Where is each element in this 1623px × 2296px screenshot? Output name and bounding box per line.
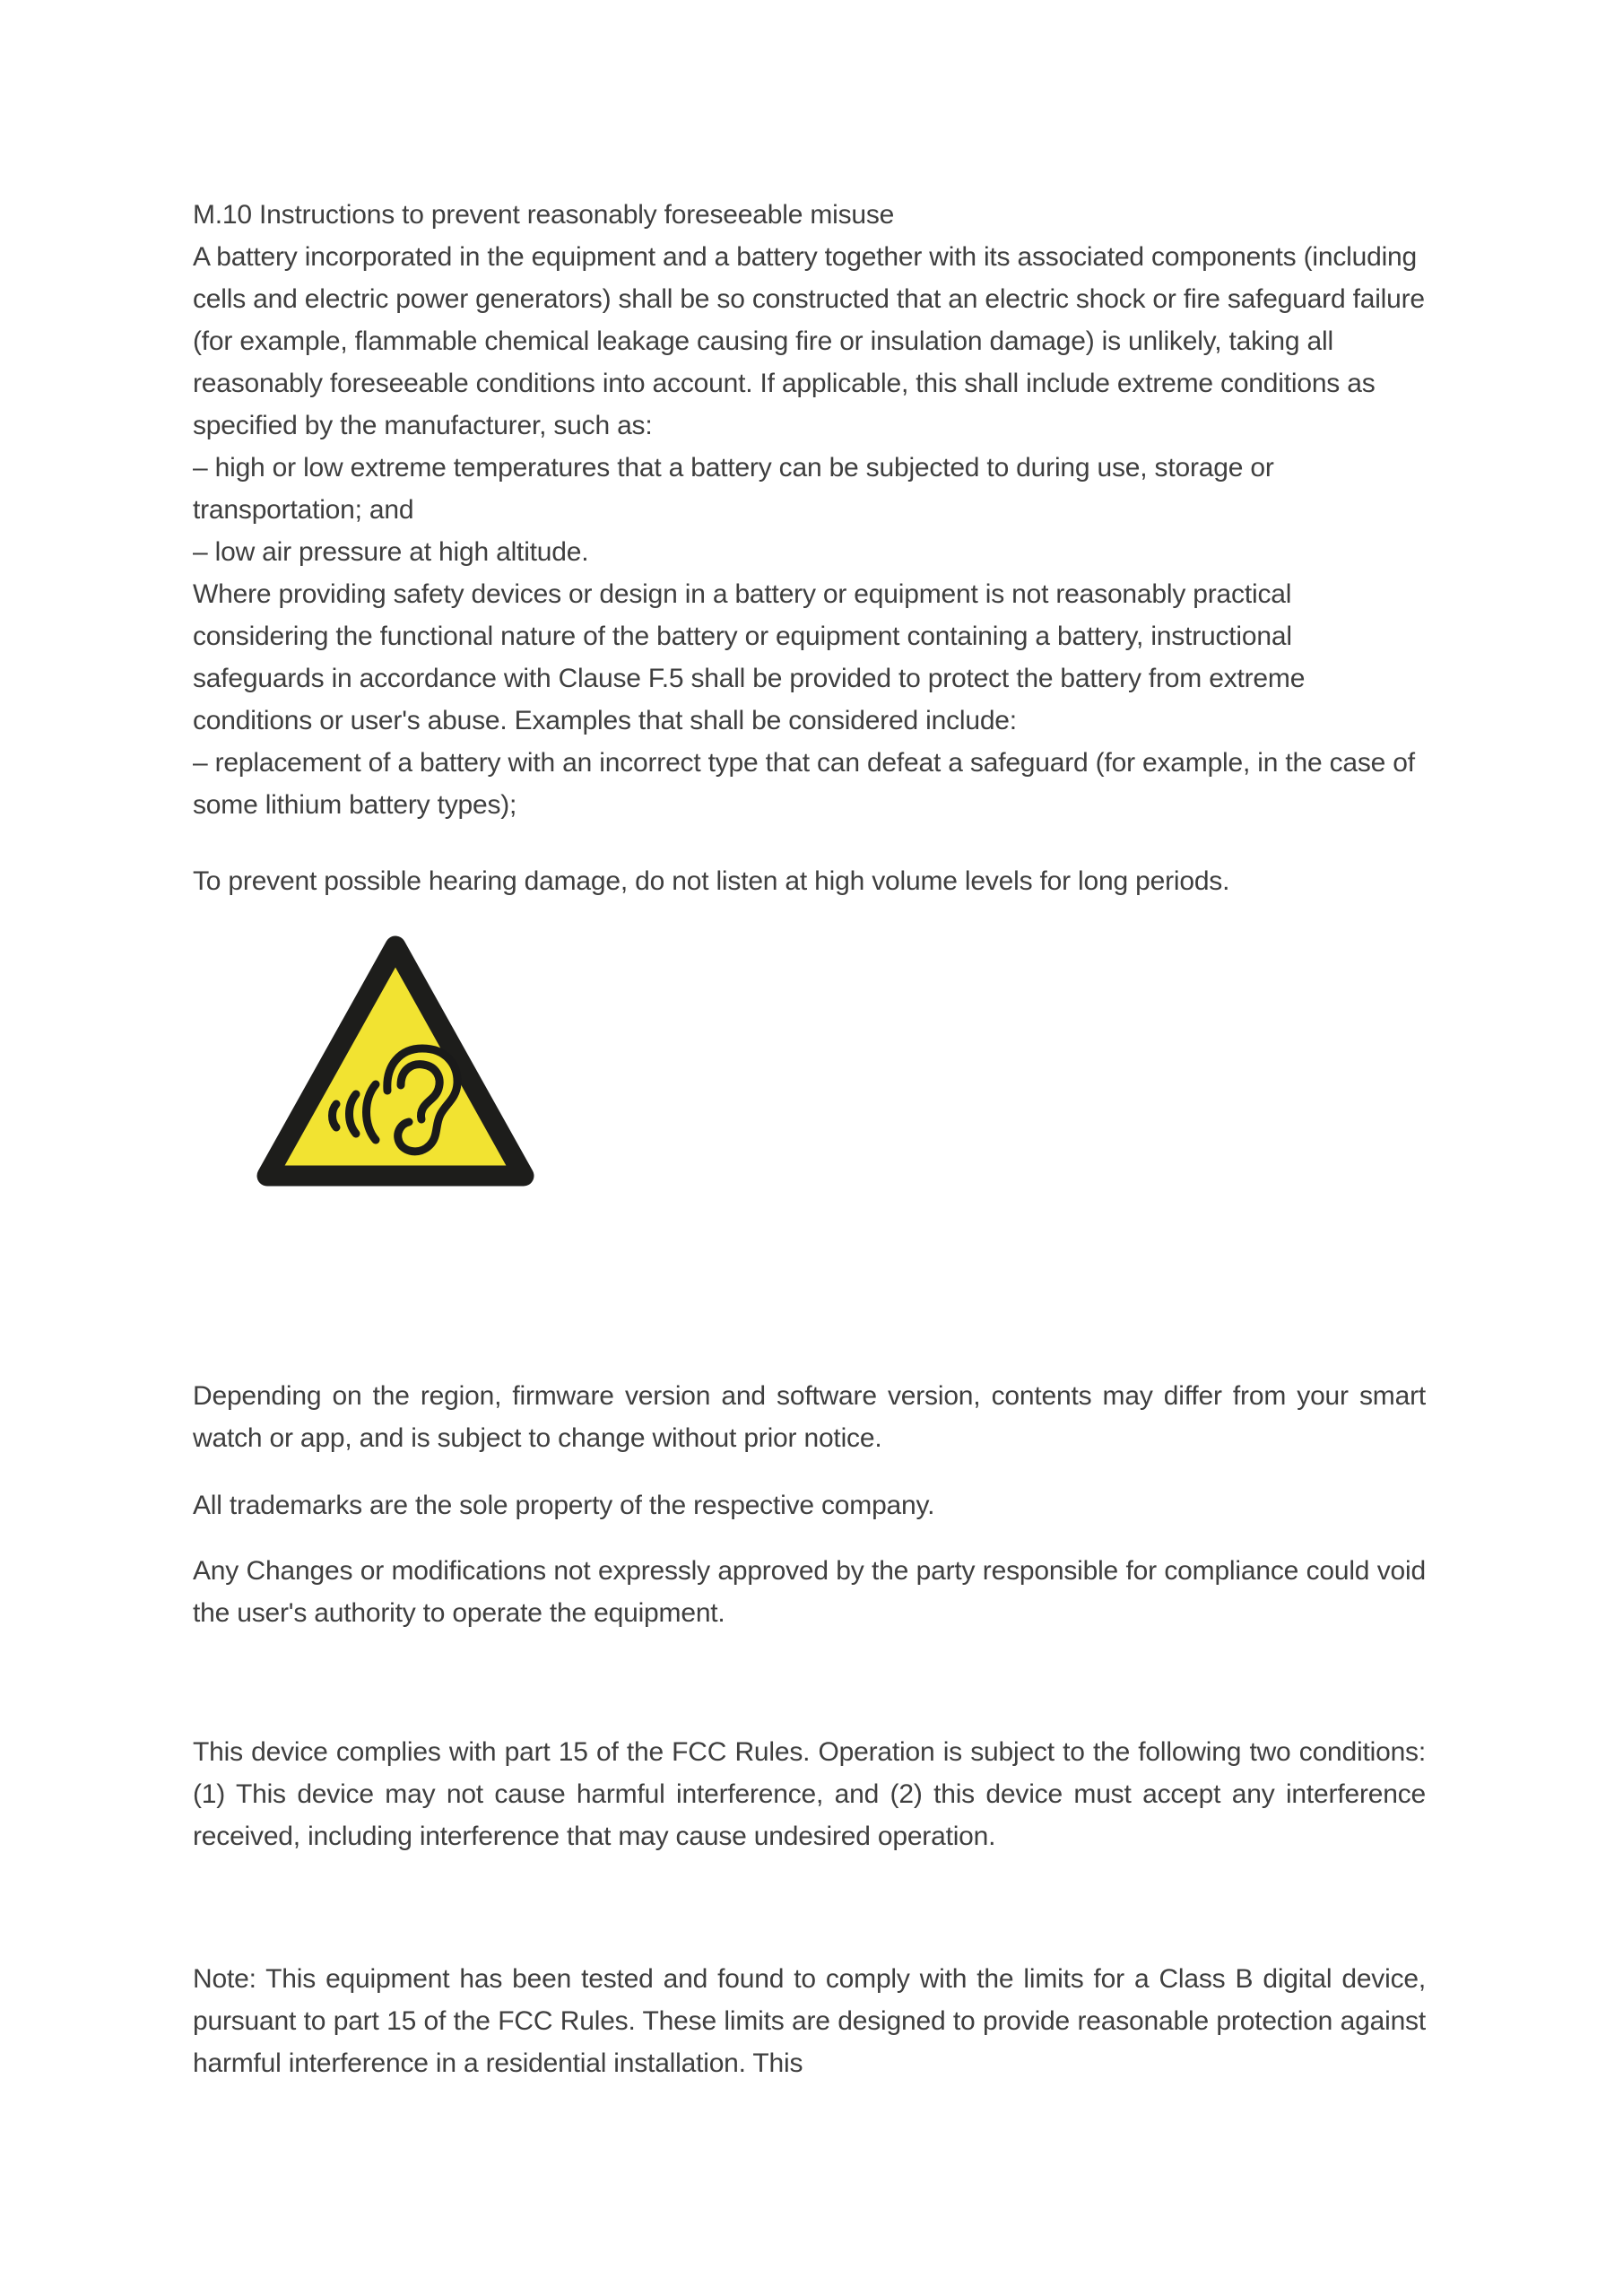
modification-notice: Any Changes or modifications not expressly approved by the party responsible for compliance could void the user's authority to operate the equipment. <box>193 1556 1426 1628</box>
battery-safety-paragraph: A battery incorporated in the equipment and a battery together with its associated components (including cells and electric power generators) shall be so constructed that an electric shock or fire safeguard failure (for example, flammable chemical leakage causing fire or insulation damage) is unlikely, taking all reasonably foreseeable conditions into account. If applicable, this shall include extreme conditions as specified by the manufacturer, such as: <box>193 242 1425 440</box>
safeguards-paragraph: Where providing safety devices or design in a battery or equipment is not reasonably practical considering the functional nature of the battery or equipment containing a battery, instructional safeguards in accordance with Clause F.5 shall be provided to protect the battery from extreme conditions or user's abuse. Examples that shall be considered include: <box>193 579 1306 735</box>
bullet-replacement: – replacement of a battery with an incorrect type that can defeat a safeguard (for example, in the case of some lithium battery types); <box>193 748 1415 820</box>
bullet-temperature: – high or low extreme temperatures that a battery can be subjected to during use, storage or transportation; and <box>193 453 1274 525</box>
warning-triangle-svg <box>251 931 540 1191</box>
fcc-part15-statement: This device complies with part 15 of the FCC Rules. Operation is subject to the following two conditions: (1) This device may not cause harmful interference, and (2) this device must accept any interference received, including interference that may cause undesired operation. <box>193 1737 1426 1851</box>
fcc-class-b-note: Note: This equipment has been tested and found to comply with the limits for a Class B digital device, pursuant to part 15 of the FCC Rules. These limits are designed to provide reasonable protection against harmful interference in a residential installation. This <box>193 1964 1426 2078</box>
hearing-damage-warning-icon <box>251 931 540 1191</box>
section-m10-heading: M.10 Instructions to prevent reasonably foreseeable misuse <box>193 200 895 230</box>
bullet-air-pressure: – low air pressure at high altitude. <box>193 537 589 567</box>
trademark-notice: All trademarks are the sole property of the respective company. <box>193 1491 935 1520</box>
region-notice: Depending on the region, firmware version and software version, contents may differ from your smart watch or app, and is subject to change without prior notice. <box>193 1381 1426 1453</box>
hearing-warning-text: To prevent possible hearing damage, do not listen at high volume levels for long periods. <box>193 866 1230 896</box>
